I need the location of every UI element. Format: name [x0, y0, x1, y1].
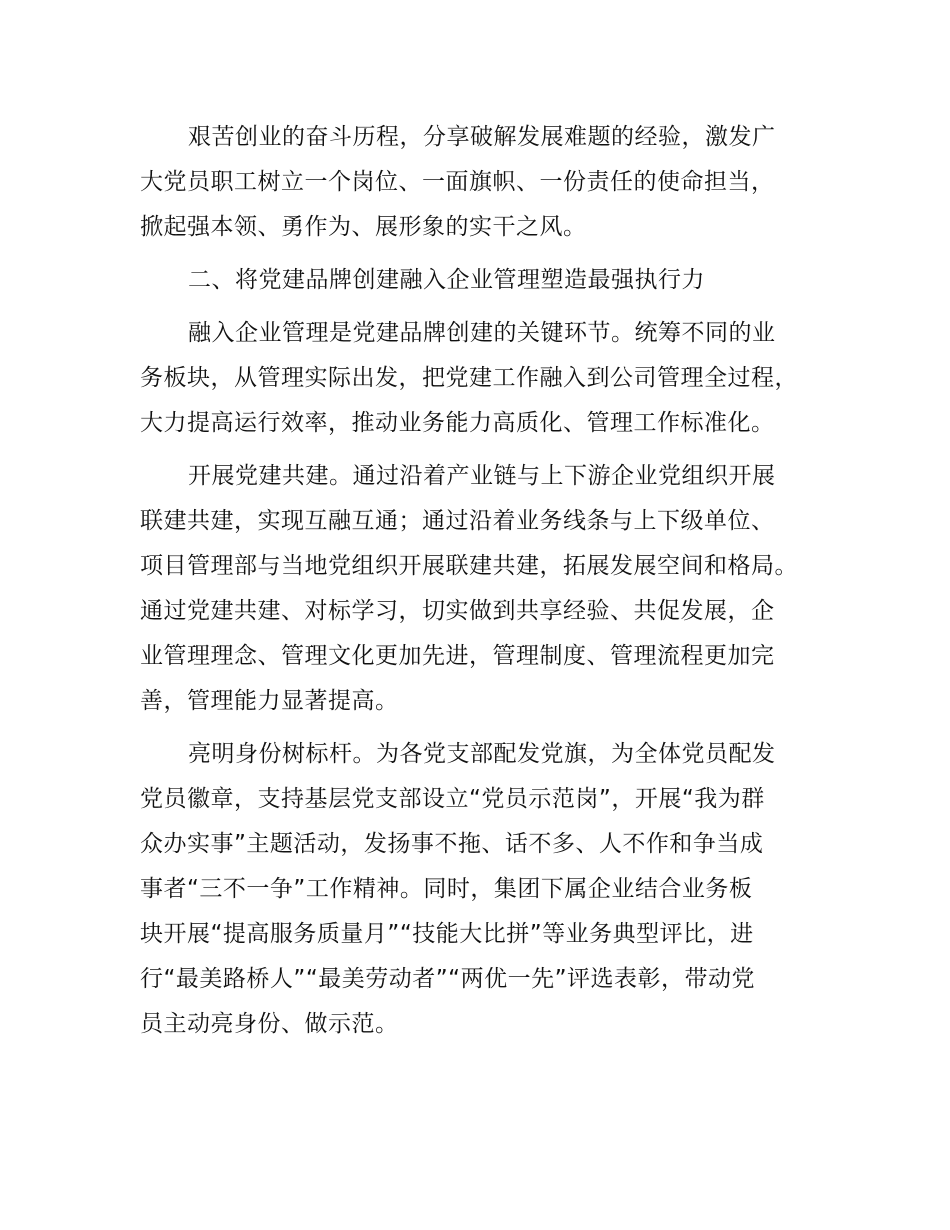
text-line: 联建共建，实现互融互通；通过沿着业务线条与上下级单位、 [140, 508, 775, 534]
text-line: 开展党建共建。通过沿着产业链与上下游企业党组织开展 [188, 463, 776, 489]
text-line: 亮明身份树标杆。为各党支部配发党旗，为全体党员配发 [188, 741, 776, 767]
text-line: 大党员职工树立一个岗位、一面旗帜、一份责任的使命担当， [140, 169, 775, 195]
text-line: 融入企业管理是党建品牌创建的关键环节。统筹不同的业 [188, 320, 776, 346]
text-line: 善，管理能力显著提高。 [140, 688, 399, 714]
paragraph-3 [140, 311, 834, 446]
text-line: 掀起强本领、勇作为、展形象的实干之风。 [140, 214, 587, 240]
text-line: 二、将党建品牌创建融入企业管理塑造最强执行力 [188, 267, 705, 293]
text-line: 大力提高运行效率，推动业务能力高质化、管理工作标准化。 [140, 410, 775, 436]
text-line: 业管理理念、管理文化更加先进，管理制度、管理流程更加完 [140, 643, 775, 669]
text-line: 党员徽章，支持基层党支部设立“党员示范岗”，开展“我为群 [140, 786, 765, 812]
paragraph-1 [140, 115, 834, 250]
paragraph-4 [140, 454, 834, 724]
text-line: 员主动亮身份、做示范。 [140, 1011, 399, 1037]
paragraph-5 [140, 732, 834, 1047]
text-line: 块开展“提高服务质量月”“技能大比拼”等业务典型评比，进 [140, 921, 754, 947]
text-line: 艰苦创业的奋斗历程，分享破解发展难题的经验，激发广 [188, 124, 776, 150]
text-line: 通过党建共建、对标学习，切实做到共享经验、共促发展，企 [140, 598, 775, 624]
text-line: 务板块，从管理实际出发，把党建工作融入到公司管理全过程， [140, 365, 798, 391]
text-line: 项目管理部与当地党组织开展联建共建，拓展发展空间和格局。 [140, 553, 798, 579]
document-body [140, 115, 834, 1047]
text-line: 事者“三不一争”工作精神。同时，集团下属企业结合业务板 [140, 876, 753, 902]
text-line: 众办实事”主题活动，发扬事不拖、话不多、人不作和争当成 [140, 831, 764, 857]
section-heading [140, 258, 834, 303]
text-line: 行“最美路桥人”“最美劳动者”“两优一先”评选表彰，带动党 [140, 966, 755, 992]
